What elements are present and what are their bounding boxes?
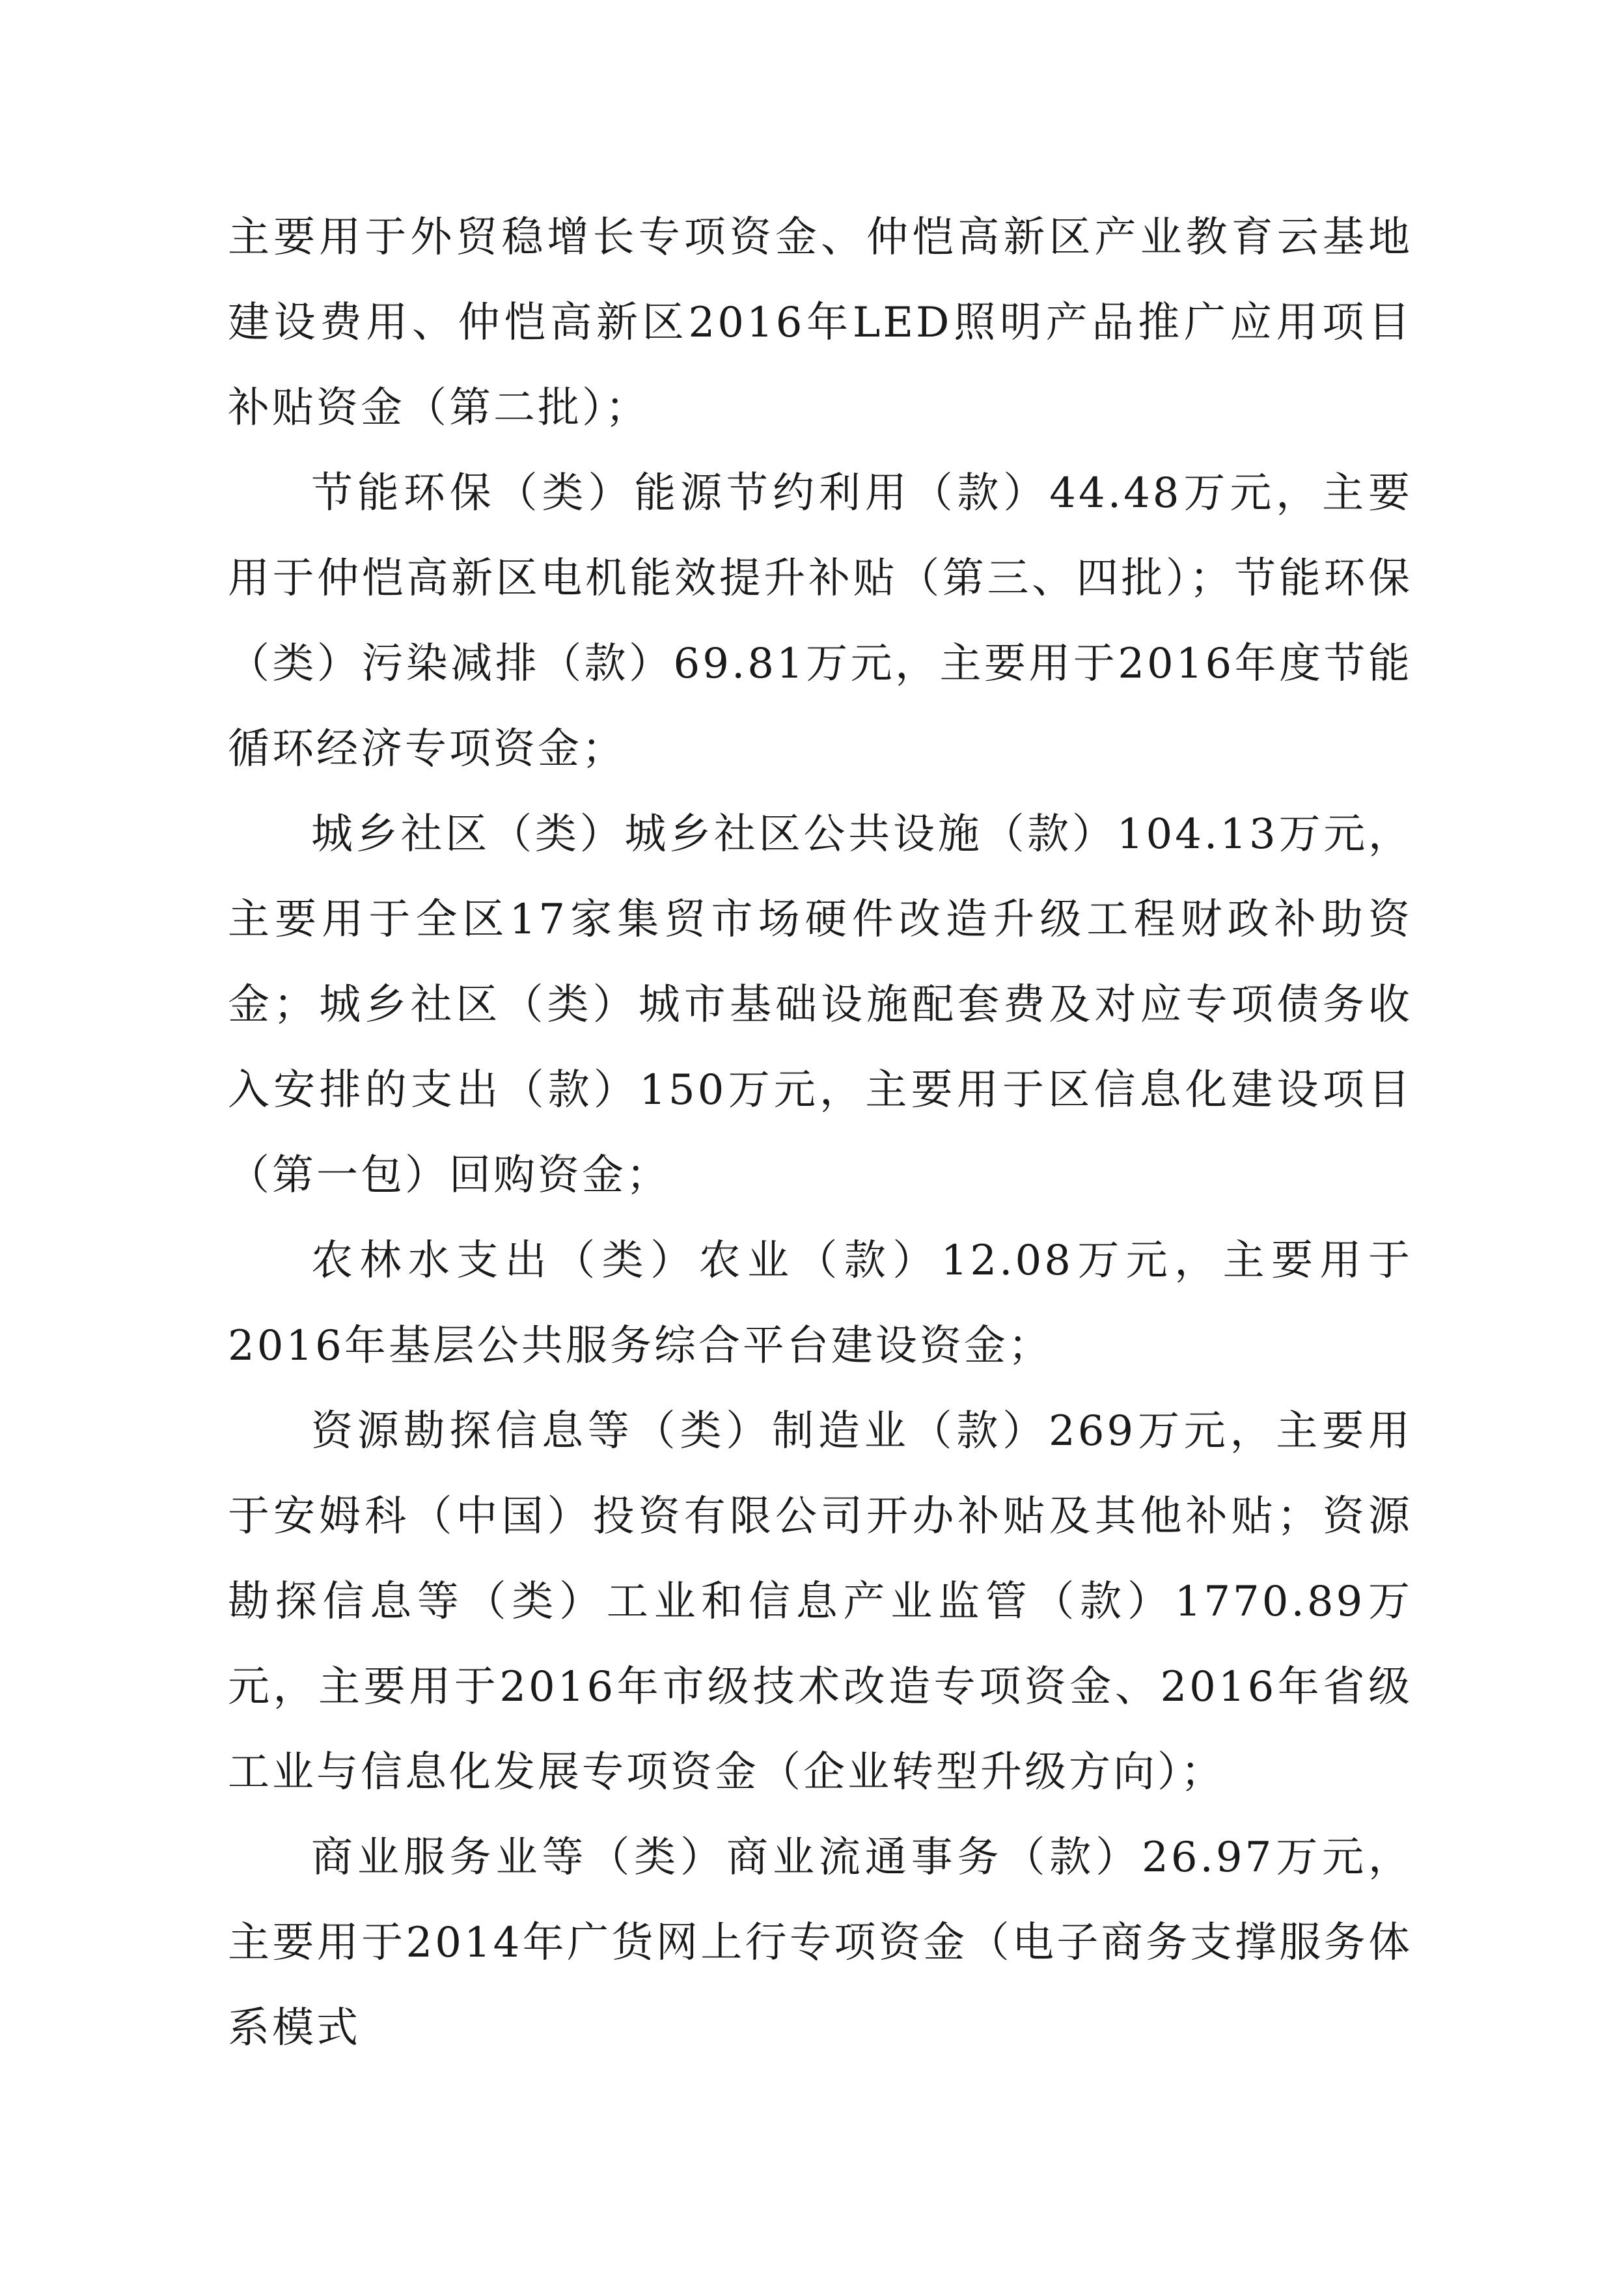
paragraph-6: 商业服务业等（类）商业流通事务（款）26.97万元，主要用于2014年广货网上行专项资金（电子商务支撑服务体系模式 bbox=[228, 1834, 1412, 2052]
paragraph-3: 城乡社区（类）城乡社区公共设施（款）104.13万元，主要用于全区17家集贸市场硬件改造升级工程财政补助资金；城乡社区（类）城市基础设施配套费及对应专项债务收入安排的支出（款）150万元，主要用于区信息化建设项目（第一包）回购资金； bbox=[228, 810, 1412, 1200]
paragraph-2: 节能环保（类）能源节约利用（款）44.48万元，主要用于仲恺高新区电机能效提升补贴（第三、四批）；节能环保（类）污染减排（款）69.81万元，主要用于2016年度节能循环经济专项资金； bbox=[228, 469, 1412, 773]
paragraph-4: 农林水支出（类）农业（款）12.08万元，主要用于2016年基层公共服务综合平台建设资金； bbox=[228, 1237, 1412, 1370]
paragraph-1: 主要用于外贸稳增长专项资金、仲恺高新区产业教育云基地建设费用、仲恺高新区2016年LED照明产品推广应用项目补贴资金（第二批）； bbox=[228, 213, 1412, 432]
paragraph-5: 资源勘探信息等（类）制造业（款）269万元，主要用于安姆科（中国）投资有限公司开办补贴及其他补贴；资源勘探信息等（类）工业和信息产业监管（款）1770.89万元，主要用于2016年市级技术改造专项资金、2016年省级工业与信息化发展专项资金（企业转型升级方向）； bbox=[228, 1407, 1412, 1796]
document-body bbox=[228, 195, 1412, 2071]
